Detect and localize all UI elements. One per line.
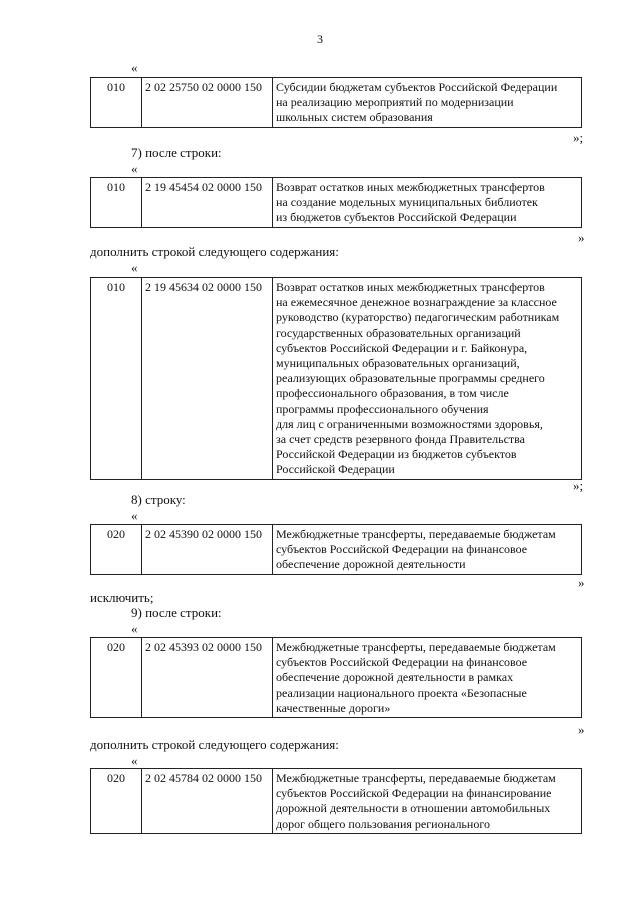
table-row [90,177,582,228]
closing-quote: » [578,722,585,737]
description-line: Российской Федерации из бюджетов субъектов [276,447,517,462]
opening-quote: « [131,621,138,636]
row-code: 010 [91,278,142,480]
description-line: для лиц с ограниченными возможностями здоровья, [276,416,543,431]
row-code: 020 [91,769,142,834]
description-line: дорожной деятельности в отношении автомобильных [276,801,551,816]
description-line: субъектов Российской Федерации на финансовое [276,542,528,557]
row-code: 020 [91,525,142,575]
table-row [90,768,582,834]
row-code: 010 [91,178,142,228]
row-description [273,178,582,228]
description-line: Возврат остатков иных межбюджетных трансфертов [276,280,545,294]
row-kbk: 2 02 45393 02 0000 150 [142,638,273,718]
description-line: за счет средств резервного фонда Правительства [276,432,525,447]
paragraph-text: дополнить строкой следующего содержания: [90,737,339,752]
row-description [273,78,582,128]
description-line: на реализацию мероприятий по модернизации [276,95,514,110]
paragraph-text: исключить; [90,590,154,605]
row-code: 010 [91,78,142,128]
closing-quote: »; [573,478,584,493]
description-line: субъектов Российской Федерации и г. Байконура, [276,340,528,355]
description-line: реализующих образовательные программы среднего [276,371,545,386]
opening-quote: « [131,508,138,523]
description-line: обеспечение дорожной деятельности [276,557,466,572]
row-kbk: 2 02 25750 02 0000 150 [142,78,273,128]
closing-quote: »; [573,130,584,145]
description-line: обеспечение дорожной деятельности в рамках [276,670,514,685]
closing-quote: » [578,575,585,590]
row-kbk: 2 02 45390 02 0000 150 [142,525,273,575]
description-line: качественные дороги» [276,700,391,715]
description-line: на создание модельных муниципальных библиотек [276,195,538,210]
row-code: 020 [91,638,142,718]
description-line: дорог общего пользования регионального [276,816,490,831]
description-line: Субсидии бюджетам субъектов Российской Федерации [276,80,558,94]
closing-quote: » [578,230,585,245]
description-line: из бюджетов субъектов Российской Федерации [276,210,517,225]
table-row [90,77,582,128]
row-description [273,278,582,480]
description-line: на ежемесячное денежное вознаграждение за классное [276,295,557,310]
description-line: Межбюджетные трансферты, передаваемые бюджетам [276,640,556,654]
description-line: Межбюджетные трансферты, передаваемые бюджетам [276,527,556,541]
paragraph-text: 8) строку: [131,492,186,507]
paragraph-text: 9) после строки: [131,605,222,620]
row-description [273,769,582,834]
description-line: профессионального образования, в том числе [276,386,509,401]
row-description [273,638,582,718]
paragraph-text: 7) после строки: [131,145,222,160]
description-line: Межбюджетные трансферты, передаваемые бюджетам [276,771,556,785]
page-number: 3 [317,32,323,46]
description-line: субъектов Российской Федерации на финансирование [276,786,552,801]
description-line: муниципальных образовательных организаций, [276,356,520,371]
paragraph-text: дополнить строкой следующего содержания: [90,244,339,259]
row-kbk: 2 02 45784 02 0000 150 [142,769,273,834]
description-line: программы профессионального обучения [276,401,489,416]
description-line: государственных образовательных организаций [276,325,521,340]
description-line: реализации национального проекта «Безопасные [276,685,527,700]
opening-quote: « [131,60,138,75]
row-kbk: 2 19 45634 02 0000 150 [142,278,273,480]
description-line: руководство (кураторство) педагогическим работникам [276,310,560,325]
opening-quote: « [131,161,138,176]
description-line: субъектов Российской Федерации на финансовое [276,655,528,670]
opening-quote: « [131,753,138,768]
description-line: Российской Федерации [276,462,395,477]
row-description [273,525,582,575]
table-row [90,637,582,718]
row-kbk: 2 19 45454 02 0000 150 [142,178,273,228]
opening-quote: « [131,260,138,275]
description-line: Возврат остатков иных межбюджетных трансфертов [276,180,545,194]
table-row [90,277,582,480]
table-row [90,524,582,575]
description-line: школьных систем образования [276,110,433,125]
